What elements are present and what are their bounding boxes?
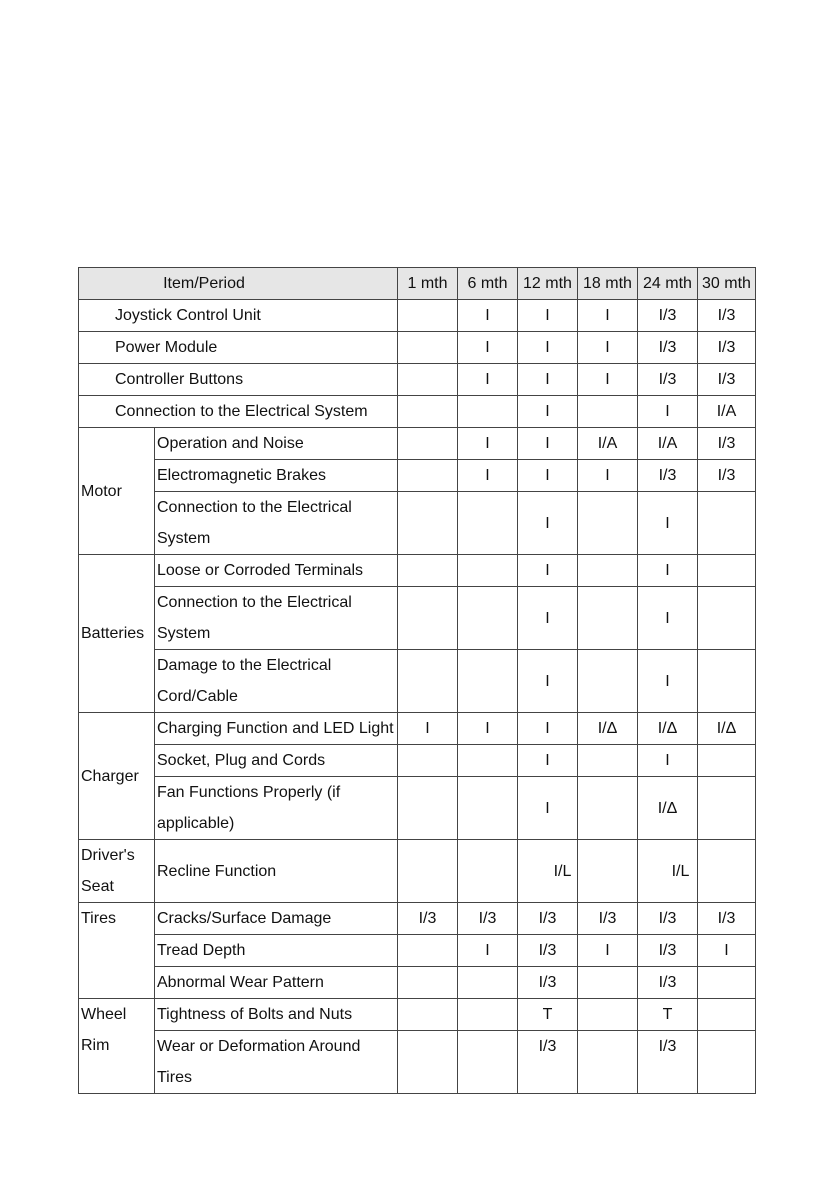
cell-value — [398, 777, 458, 840]
header-period: 24 mth — [638, 268, 698, 300]
cell-value: I — [518, 492, 578, 555]
item-label: Socket, Plug and Cords — [155, 745, 398, 777]
cell-value — [698, 840, 756, 903]
cell-value: I/A — [638, 428, 698, 460]
cell-value: I/3 — [638, 332, 698, 364]
cell-value: I/A — [578, 428, 638, 460]
table-row — [79, 777, 756, 840]
cell-value — [458, 492, 518, 555]
table-row — [79, 492, 756, 555]
item-label: Cracks/Surface Damage — [155, 903, 398, 935]
cell-value: I — [518, 396, 578, 428]
table-row — [79, 1031, 756, 1094]
table-row — [79, 300, 756, 332]
table-row — [79, 364, 756, 396]
cell-value: I/3 — [518, 967, 578, 999]
cell-value — [578, 555, 638, 587]
cell-value: I/3 — [698, 364, 756, 396]
cell-value: I — [518, 332, 578, 364]
cell-value — [458, 777, 518, 840]
cell-value: I — [698, 935, 756, 967]
cell-value: I — [518, 587, 578, 650]
cell-value — [578, 1031, 638, 1094]
cell-value: I/3 — [638, 364, 698, 396]
item-label: Connection to the Electrical System — [79, 396, 398, 428]
cell-value — [578, 745, 638, 777]
cell-value: I — [458, 460, 518, 492]
table-row — [79, 713, 756, 745]
header-period: 1 mth — [398, 268, 458, 300]
cell-value — [698, 555, 756, 587]
cell-value — [398, 999, 458, 1031]
cell-value: I/3 — [518, 935, 578, 967]
cell-value — [578, 777, 638, 840]
item-label: Controller Buttons — [79, 364, 398, 396]
cell-value — [698, 650, 756, 713]
item-label: Damage to the Electrical Cord/Cable — [155, 650, 398, 713]
group-label-tires: Tires — [79, 903, 155, 999]
item-label: Tread Depth — [155, 935, 398, 967]
cell-value — [398, 300, 458, 332]
cell-value: I/3 — [698, 428, 756, 460]
cell-value: I/L — [518, 840, 578, 903]
cell-value: I/3 — [698, 332, 756, 364]
table-row — [79, 332, 756, 364]
cell-value: I — [518, 364, 578, 396]
cell-value — [458, 840, 518, 903]
table-row — [79, 428, 756, 460]
cell-value: I — [638, 492, 698, 555]
cell-value — [398, 935, 458, 967]
cell-value — [698, 745, 756, 777]
cell-value — [398, 745, 458, 777]
cell-value: I/3 — [638, 903, 698, 935]
item-label: Connection to the Electrical System — [155, 492, 398, 555]
cell-value: I — [638, 555, 698, 587]
item-label: Recline Function — [155, 840, 398, 903]
cell-value: I/3 — [638, 1031, 698, 1094]
cell-value: I — [518, 300, 578, 332]
cell-value — [458, 396, 518, 428]
cell-value: I — [458, 713, 518, 745]
cell-value: T — [638, 999, 698, 1031]
item-label: Abnormal Wear Pattern — [155, 967, 398, 999]
cell-value — [398, 428, 458, 460]
cell-value: I — [458, 332, 518, 364]
cell-value: I — [518, 555, 578, 587]
cell-value: I — [518, 777, 578, 840]
cell-value: I/A — [698, 396, 756, 428]
table-row — [79, 587, 756, 650]
header-period: 12 mth — [518, 268, 578, 300]
cell-value — [578, 650, 638, 713]
header-row — [79, 268, 756, 300]
cell-value: I/Δ — [638, 777, 698, 840]
cell-value: I — [638, 650, 698, 713]
cell-value: I/3 — [458, 903, 518, 935]
cell-value — [578, 999, 638, 1031]
item-label: Electromagnetic Brakes — [155, 460, 398, 492]
item-label: Wear or Deformation Around Tires — [155, 1031, 398, 1094]
cell-value: I/Δ — [578, 713, 638, 745]
cell-value — [398, 460, 458, 492]
cell-value — [698, 967, 756, 999]
cell-value: I — [578, 300, 638, 332]
cell-value: I — [458, 935, 518, 967]
cell-value — [398, 1031, 458, 1094]
cell-value — [398, 364, 458, 396]
table-row — [79, 967, 756, 999]
cell-value — [578, 492, 638, 555]
cell-value: I/3 — [698, 460, 756, 492]
cell-value — [458, 1031, 518, 1094]
item-label: Loose or Corroded Terminals — [155, 555, 398, 587]
cell-value — [578, 396, 638, 428]
cell-value: I/L — [638, 840, 698, 903]
cell-value — [398, 840, 458, 903]
cell-value: I — [518, 428, 578, 460]
table-row — [79, 555, 756, 587]
cell-value: I/Δ — [638, 713, 698, 745]
cell-value — [698, 587, 756, 650]
group-label-seat: Driver's Seat — [79, 840, 155, 903]
cell-value — [458, 650, 518, 713]
table-row — [79, 840, 756, 903]
cell-value — [578, 967, 638, 999]
cell-value — [698, 1031, 756, 1094]
cell-value — [458, 587, 518, 650]
cell-value — [458, 967, 518, 999]
cell-value: I — [638, 587, 698, 650]
item-label: Fan Functions Properly (if applicable) — [155, 777, 398, 840]
item-label: Charging Function and LED Light — [155, 713, 398, 745]
cell-value: I/3 — [638, 935, 698, 967]
cell-value — [398, 555, 458, 587]
header-item-period: Item/Period — [79, 268, 398, 300]
cell-value — [458, 999, 518, 1031]
cell-value — [398, 492, 458, 555]
cell-value: I — [518, 460, 578, 492]
cell-value — [398, 587, 458, 650]
cell-value: I/3 — [578, 903, 638, 935]
cell-value — [458, 745, 518, 777]
cell-value: I — [518, 650, 578, 713]
table-row — [79, 745, 756, 777]
cell-value: I — [578, 935, 638, 967]
cell-value: I/3 — [638, 300, 698, 332]
cell-value: I/3 — [638, 967, 698, 999]
cell-value — [398, 650, 458, 713]
cell-value: I — [458, 364, 518, 396]
item-label: Operation and Noise — [155, 428, 398, 460]
item-label: Joystick Control Unit — [79, 300, 398, 332]
group-label-wheel-rim: Wheel Rim — [79, 999, 155, 1094]
cell-value — [398, 396, 458, 428]
cell-value: I/3 — [638, 460, 698, 492]
cell-value — [578, 587, 638, 650]
group-label-batteries: Batteries — [79, 555, 155, 713]
maintenance-schedule-table — [78, 267, 756, 1094]
cell-value: I — [578, 364, 638, 396]
cell-value: I — [458, 428, 518, 460]
cell-value: I — [458, 300, 518, 332]
cell-value — [698, 777, 756, 840]
cell-value: I/Δ — [698, 713, 756, 745]
cell-value — [698, 492, 756, 555]
header-period: 18 mth — [578, 268, 638, 300]
cell-value: I/3 — [698, 903, 756, 935]
group-label-motor: Motor — [79, 428, 155, 555]
cell-value: T — [518, 999, 578, 1031]
item-label: Connection to the Electrical System — [155, 587, 398, 650]
cell-value: I/3 — [518, 903, 578, 935]
table-row — [79, 903, 756, 935]
cell-value: I/3 — [398, 903, 458, 935]
cell-value: I — [518, 745, 578, 777]
cell-value: I — [638, 396, 698, 428]
table-row — [79, 935, 756, 967]
table-row — [79, 999, 756, 1031]
cell-value: I/3 — [518, 1031, 578, 1094]
header-period: 30 mth — [698, 268, 756, 300]
cell-value: I — [578, 332, 638, 364]
table-row — [79, 460, 756, 492]
item-label: Tightness of Bolts and Nuts — [155, 999, 398, 1031]
cell-value: I/3 — [698, 300, 756, 332]
header-period: 6 mth — [458, 268, 518, 300]
table-row — [79, 650, 756, 713]
cell-value: I — [398, 713, 458, 745]
cell-value — [458, 555, 518, 587]
cell-value — [398, 332, 458, 364]
cell-value: I — [578, 460, 638, 492]
cell-value: I — [638, 745, 698, 777]
cell-value — [578, 840, 638, 903]
cell-value: I — [518, 713, 578, 745]
table-row — [79, 396, 756, 428]
cell-value — [698, 999, 756, 1031]
group-label-charger: Charger — [79, 713, 155, 840]
item-label: Power Module — [79, 332, 398, 364]
cell-value — [398, 967, 458, 999]
